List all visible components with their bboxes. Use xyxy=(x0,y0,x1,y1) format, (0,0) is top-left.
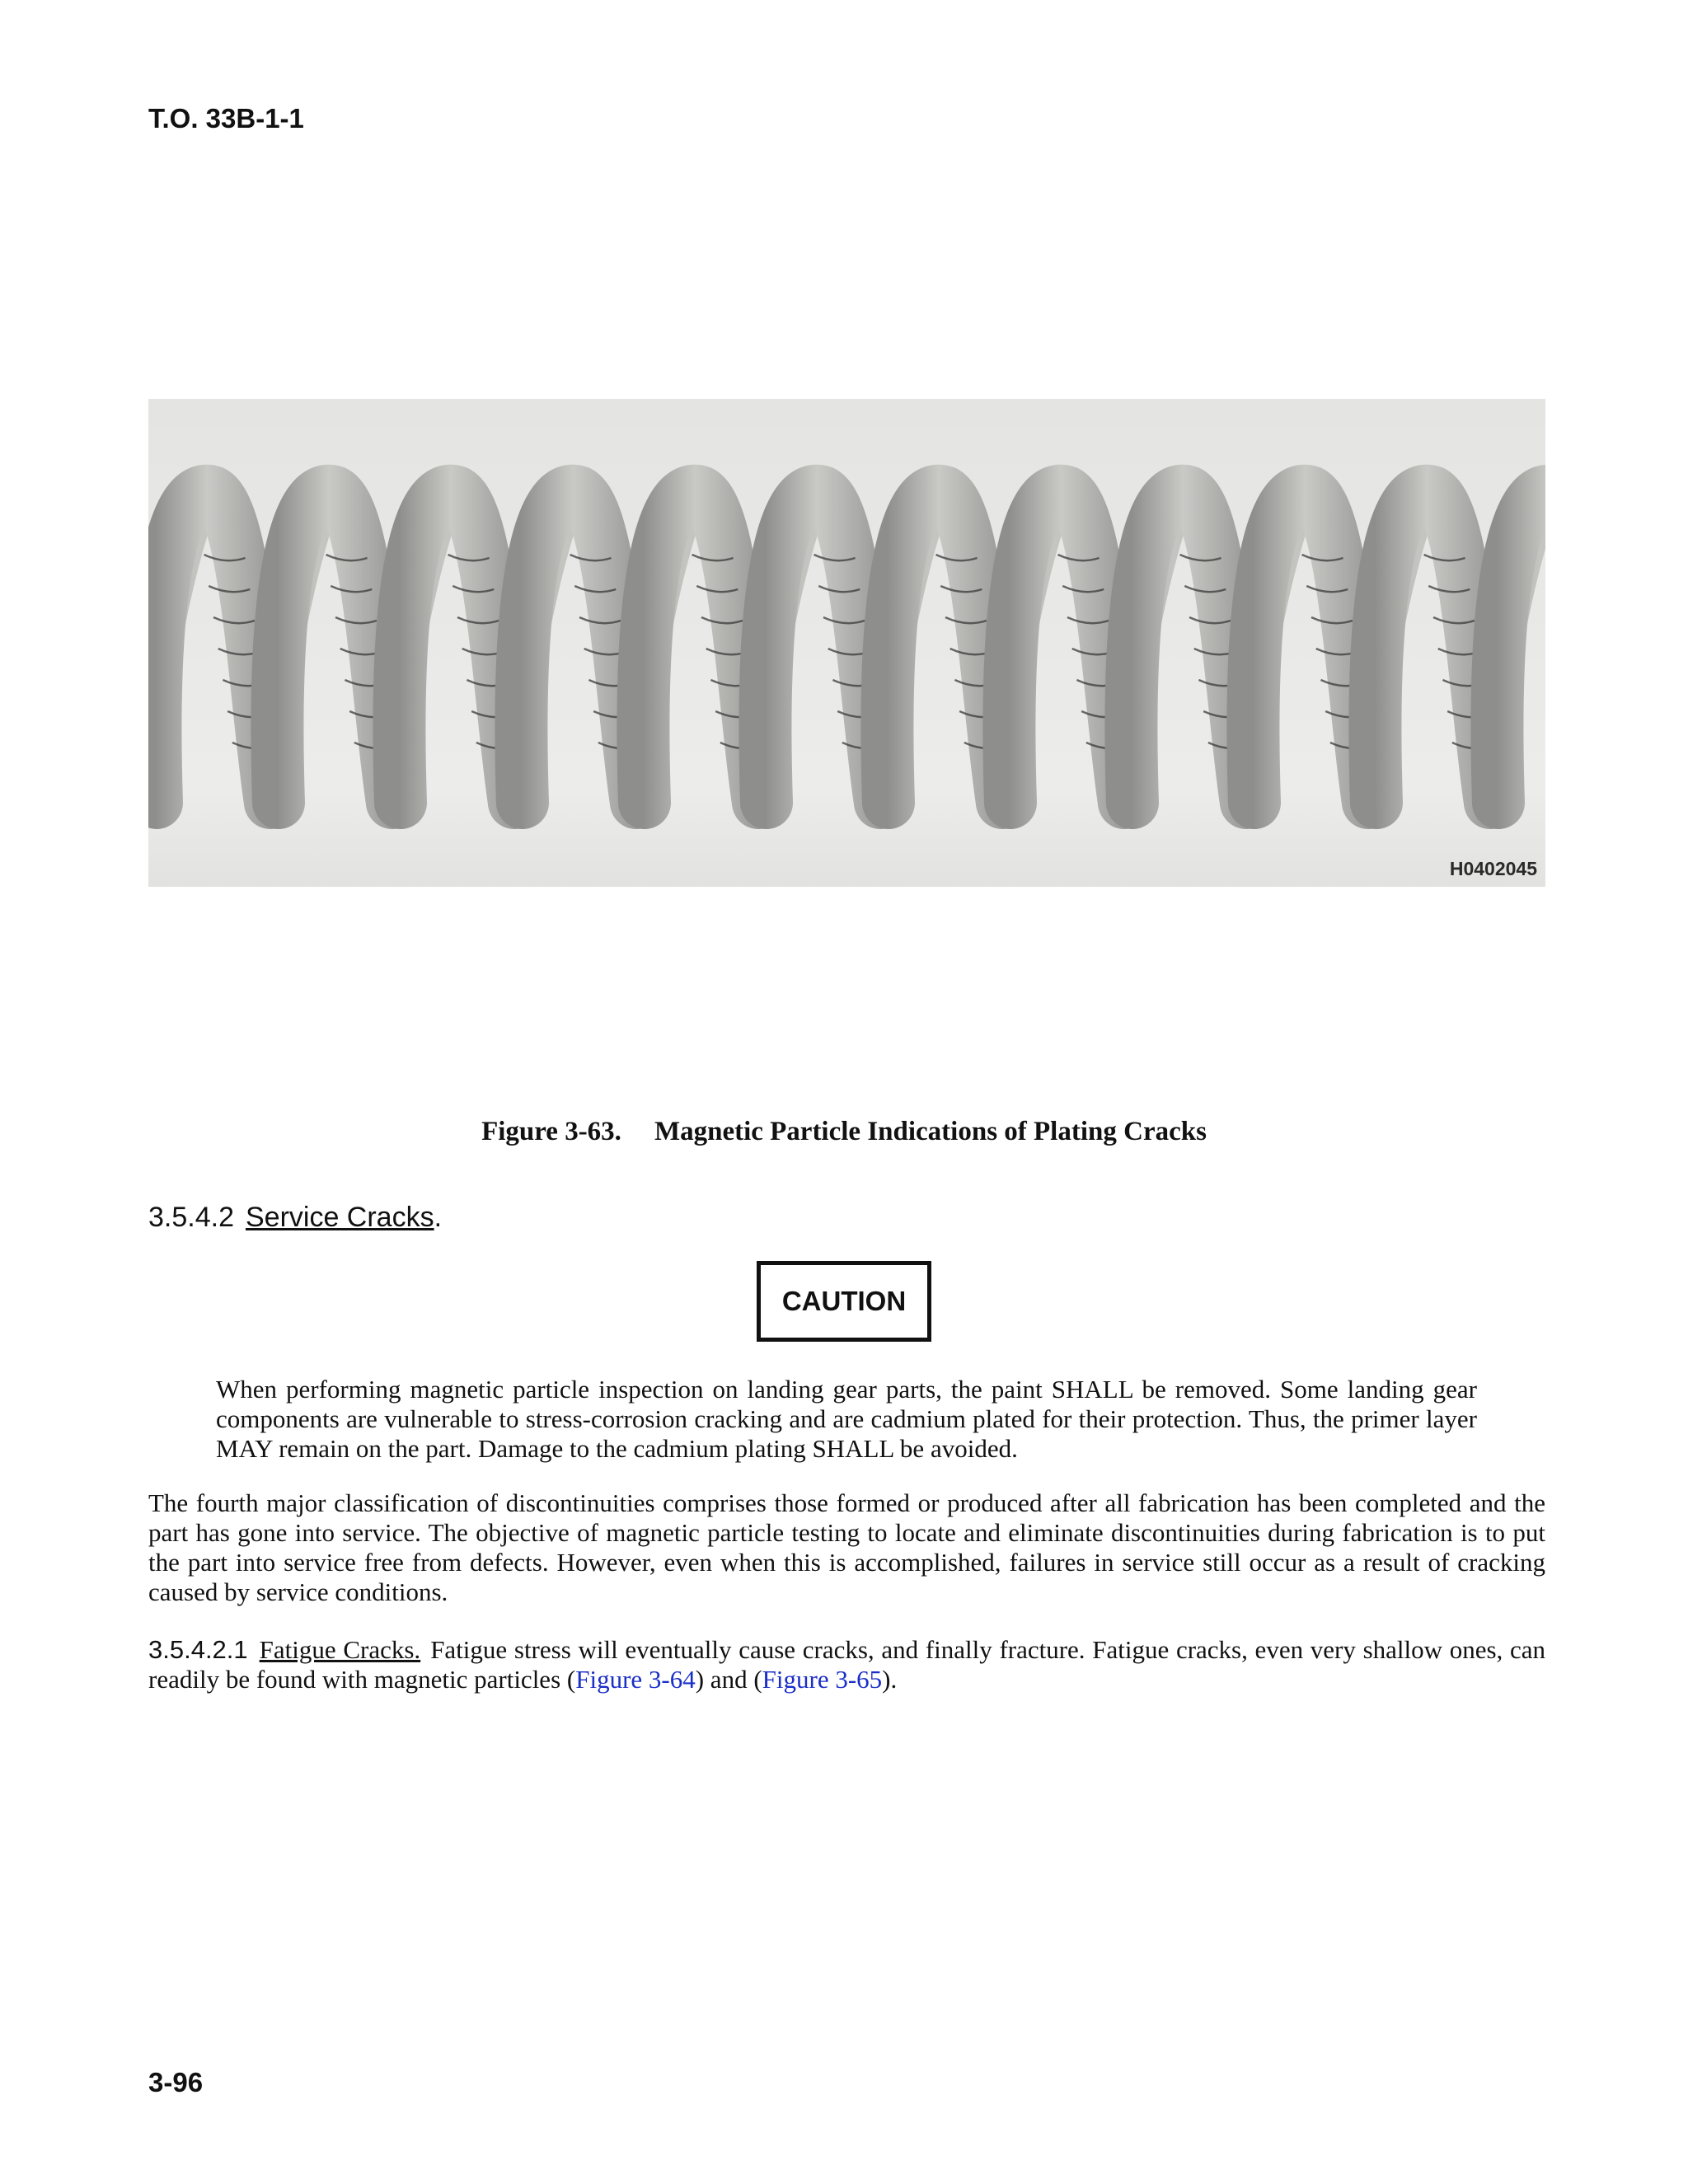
figure-number: Figure 3-63. xyxy=(481,1117,621,1146)
section-title-suffix: . xyxy=(434,1202,443,1233)
subsection-title: Fatigue Cracks. xyxy=(259,1635,421,1664)
caution-label: CAUTION xyxy=(781,1286,907,1316)
figure-3-64-link[interactable]: Figure 3-64 xyxy=(575,1665,696,1694)
image-code: H0402045 xyxy=(1449,858,1537,879)
section-heading xyxy=(148,1202,442,1234)
figure-title: Magnetic Particle Indications of Plating Cracks xyxy=(654,1117,1207,1146)
spring-photo xyxy=(148,399,1545,887)
caution-text: When performing magnetic particle inspection on landing gear parts, the paint SHALL be removed. Some landing gear components are vulnerable to stress-corrosion cracking and are cadmium plated for their protection. Thus, the primer layer MAY remain on the part. Damage to the cadmium plating SHALL be avoided. xyxy=(216,1375,1477,1463)
coil-spring-image xyxy=(148,399,1545,887)
subsection-text-after: ). xyxy=(882,1665,898,1694)
figure-3-65-link[interactable]: Figure 3-65 xyxy=(762,1665,883,1694)
caution-box xyxy=(757,1261,931,1342)
section-number: 3.5.4.2 xyxy=(148,1202,234,1233)
subsection-text-before: Fatigue stress will eventually cause cracks, and finally fracture. Fatigue cracks, even very shallow ones, can readily be found with magnetic particles ( xyxy=(148,1635,1545,1694)
subsection-paragraph xyxy=(148,1635,1545,1694)
figure-caption xyxy=(0,1117,1688,1147)
section-title: Service Cracks xyxy=(245,1202,434,1233)
page-number: 3-96 xyxy=(148,2067,204,2097)
body-paragraph: The fourth major classification of discontinuities comprises those formed or produced after all fabrication has been completed and the part has gone into service. The objective of magnetic particle testing to locate and eliminate discontinuities during fabrication is to put the part into service free from defects. However, even when this is accomplished, failures in service still occur as a result of cracking caused by service conditions. xyxy=(148,1488,1545,1606)
subsection-text-middle: ) and ( xyxy=(695,1665,762,1694)
subsection-number: 3.5.4.2.1 xyxy=(148,1635,248,1664)
document-header: T.O. 33B-1-1 xyxy=(148,103,304,134)
